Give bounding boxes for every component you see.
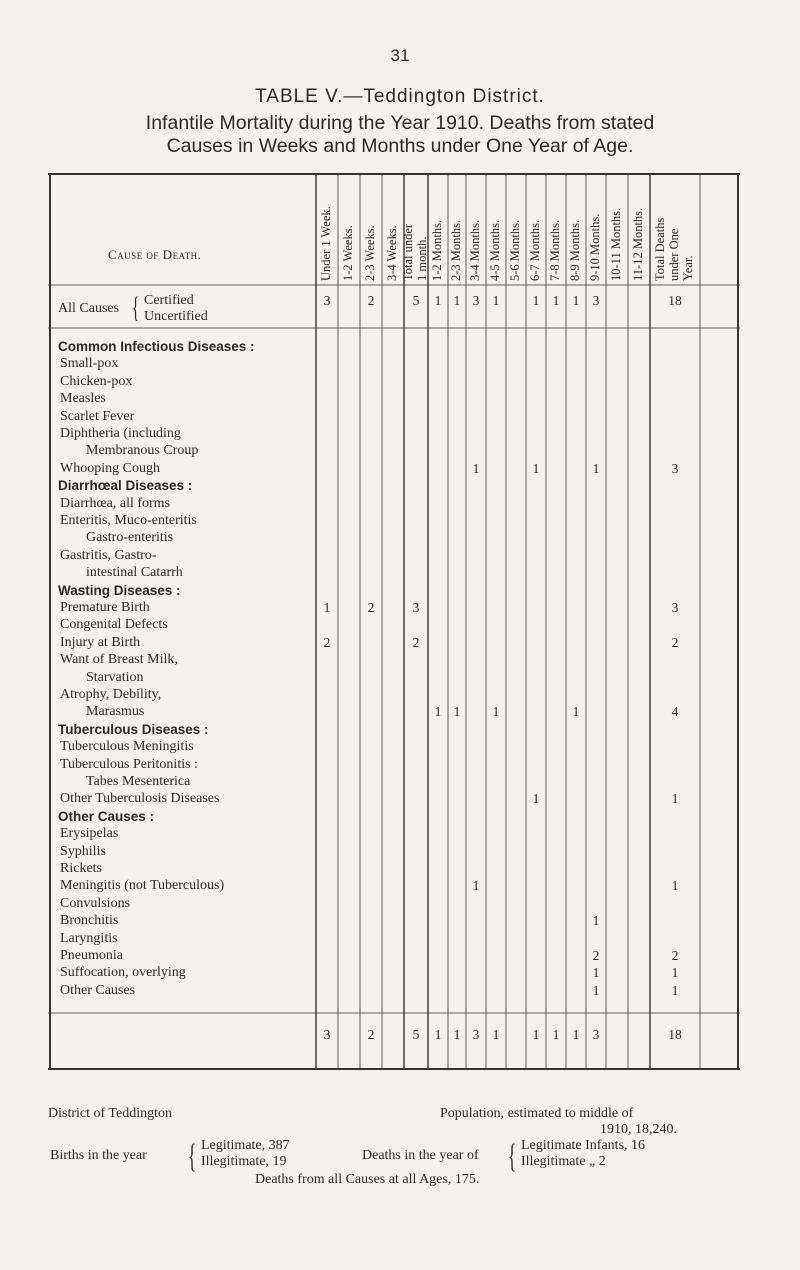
deaths-label: Deaths in the year of [362,1148,479,1163]
table-cell-value: 18 [668,293,682,308]
section-heading: Diarrhœal Diseases : [58,478,193,494]
table-cell-value: 2 [367,1027,375,1042]
table-cell-value: 1 [492,704,500,720]
table-cell-value: 1 [572,704,580,720]
table-cell-value: 3 [472,293,480,308]
cause-label: Tuberculous Meningitis [60,739,194,755]
table-cell-value: 2 [592,948,600,963]
table-cell-value: 1 [592,965,600,981]
cause-label: Starvation [86,669,144,685]
table-subtitle [28,112,772,158]
column-header: 9-10 Months. [588,213,602,281]
legitimate-births: Legitimate, 387 [201,1138,290,1153]
column-header: 2-3 Weeks. [363,225,377,281]
cause-label: Whooping Cough [60,460,160,476]
cause-of-death-header: Cause of Death. [108,247,202,262]
column-header: 11-12 Months. [631,207,645,281]
table-cell-value: 4 [671,704,679,720]
table-title: TABLE V.—Teddington District. [255,86,545,107]
cause-label: Premature Birth [60,600,150,615]
certified-label: Certified [144,293,194,308]
cause-label: Rickets [60,861,102,876]
table-cell-value: 2 [671,634,679,650]
cause-label: Pneumonia [60,948,123,963]
table-cell-value: 2 [412,634,420,650]
subtitle-line-1: Infantile Mortality during the Year 1910. Deaths from stated [145,112,655,134]
table-cell-value: 2 [367,293,375,308]
table-cell-value: 3 [671,600,679,615]
cause-label: Diphtheria (including [60,426,181,441]
table-cell-value: 3 [323,293,331,308]
all-causes-brace: { [132,291,140,324]
column-header: 10-11 Months. [609,207,623,281]
cause-label: Other Causes [60,982,136,998]
column-header: 1 month. [415,236,429,281]
illegitimate-births: Illegitimate, 19 [201,1154,287,1169]
column-header: under One [667,228,681,281]
uncertified-label: Uncertified [144,309,208,324]
table-cell-value: 3 [323,1027,331,1042]
table-cell-value: 1 [492,293,500,308]
cause-label: Injury at Birth [60,634,141,650]
cause-label: Chicken-pox [60,373,133,389]
table-cell-value: 1 [572,1027,580,1042]
column-header: Total Deaths [653,217,667,281]
table-cell-value: 1 [592,913,600,929]
column-header: 3-4 Weeks. [385,225,399,281]
births-brace: { [188,1138,197,1175]
table-cell-value: 18 [668,1027,682,1042]
district-label: District of Teddington [48,1106,172,1121]
cause-label: intestinal Catarrh [86,565,183,581]
section-heading: Tuberculous Diseases : [58,721,209,737]
table-cell-value: 1 [532,791,540,807]
all-causes-label: All Causes [58,301,120,316]
cause-label: Membranous Croup [86,443,199,459]
table-cell-value: 1 [671,982,679,998]
column-header: 6-7 Months. [528,219,542,281]
cause-label: Other Tuberculosis Diseases [60,791,220,807]
column-header: 1-2 Weeks. [341,225,355,281]
table-cell-value: 3 [592,293,600,308]
section-heading: Wasting Diseases : [58,582,181,598]
column-header: 2-3 Months. [449,219,463,281]
all-causes-deaths: Deaths from all Causes at all Ages, 175. [255,1172,480,1187]
cause-label: Congenital Defects [60,617,168,633]
table-cell-value: 1 [532,293,540,308]
column-header: Under 1 Week. [319,206,333,281]
cause-label: Laryngitis [60,930,118,946]
births-label: Births in the year [50,1148,147,1163]
table-cell-value: 1 [552,293,560,308]
cause-label: Suffocation, overlying [60,965,186,981]
population-label: Population, estimated to middle of [440,1106,634,1121]
column-header: Total under [401,223,415,281]
table-cell-value: 1 [532,460,540,476]
column-header: 8-9 Months. [568,219,582,281]
cause-label: Enteritis, Muco-enteritis [60,513,197,528]
legitimate-deaths: Legitimate Infants, 16 [521,1138,646,1153]
table-cell-value: 1 [572,293,580,308]
section-heading: Other Causes : [58,808,155,824]
cause-label: Tuberculous Peritonitis : [60,756,198,772]
table-cell-value: 1 [552,1027,560,1042]
table-cell-value: 2 [323,634,331,650]
cause-label: Atrophy, Debility, [60,687,162,702]
table-cell-value: 1 [323,600,331,615]
column-header: 3-4 Months. [468,219,482,281]
cause-label: Marasmus [86,704,145,720]
cause-label: Erysipelas [60,826,119,842]
cause-label: Scarlet Fever [60,408,135,424]
column-header: 4-5 Months. [488,219,502,281]
table-cell-value: 2 [367,600,375,615]
subtitle-line-2: Causes in Weeks and Months under One Year of Age. [166,135,634,157]
column-header: 1-2 Months. [430,219,444,281]
cause-label: Small-pox [60,356,119,372]
table-cell-value: 1 [671,965,679,981]
table-cell-value: 1 [592,460,600,476]
deaths-brace: { [508,1138,517,1175]
cause-label: Gastro-enteritis [86,530,174,546]
table-cell-value: 1 [472,460,480,476]
table-cell-value: 1 [453,1027,461,1042]
table-cell-value: 1 [453,704,461,720]
cause-label: Measles [60,391,106,407]
table-cell-value: 1 [472,878,480,894]
table-cell-value: 1 [434,1027,442,1042]
table-cell-value: 1 [671,791,679,807]
cause-label: Meningitis (not Tuberculous) [60,878,225,894]
table-cell-value: 3 [592,1027,600,1042]
table-cell-value: 1 [434,704,442,720]
section-heading: Common Infectious Diseases : [58,339,255,354]
page-number: 31 [390,46,410,65]
table-cell-value: 1 [592,982,600,998]
cause-label: Tabes Mesenterica [86,774,191,789]
column-header: 5-6 Months. [508,219,522,281]
table-cell-value: 1 [492,1027,500,1042]
table-cell-value: 3 [671,460,679,476]
column-header: 7-8 Months. [548,219,562,281]
cause-label: Bronchitis [60,913,119,929]
cause-label: Gastritis, Gastro- [60,547,157,563]
illegitimate-deaths: Illegitimate „ 2 [521,1154,606,1169]
table-cell-value: 3 [472,1027,480,1042]
population-value: 1910, 18,240. [600,1122,677,1137]
table-cell-value: 1 [453,293,461,308]
column-header: Year. [681,255,695,281]
cause-label: Want of Breast Milk, [60,652,178,668]
table-cell-value: 1 [532,1027,540,1042]
table-cell-value: 3 [412,600,420,615]
cause-label: Convulsions [60,895,131,911]
table-cell-value: 1 [434,293,442,308]
cause-label: Syphilis [60,843,106,859]
table-cell-value: 2 [671,948,679,963]
table-cell-value: 1 [671,878,679,894]
table-cell-value: 5 [412,293,420,308]
mortality-table [48,173,740,1070]
table-cell-value: 5 [412,1027,420,1042]
cause-label: Diarrhœa, all forms [60,495,171,511]
